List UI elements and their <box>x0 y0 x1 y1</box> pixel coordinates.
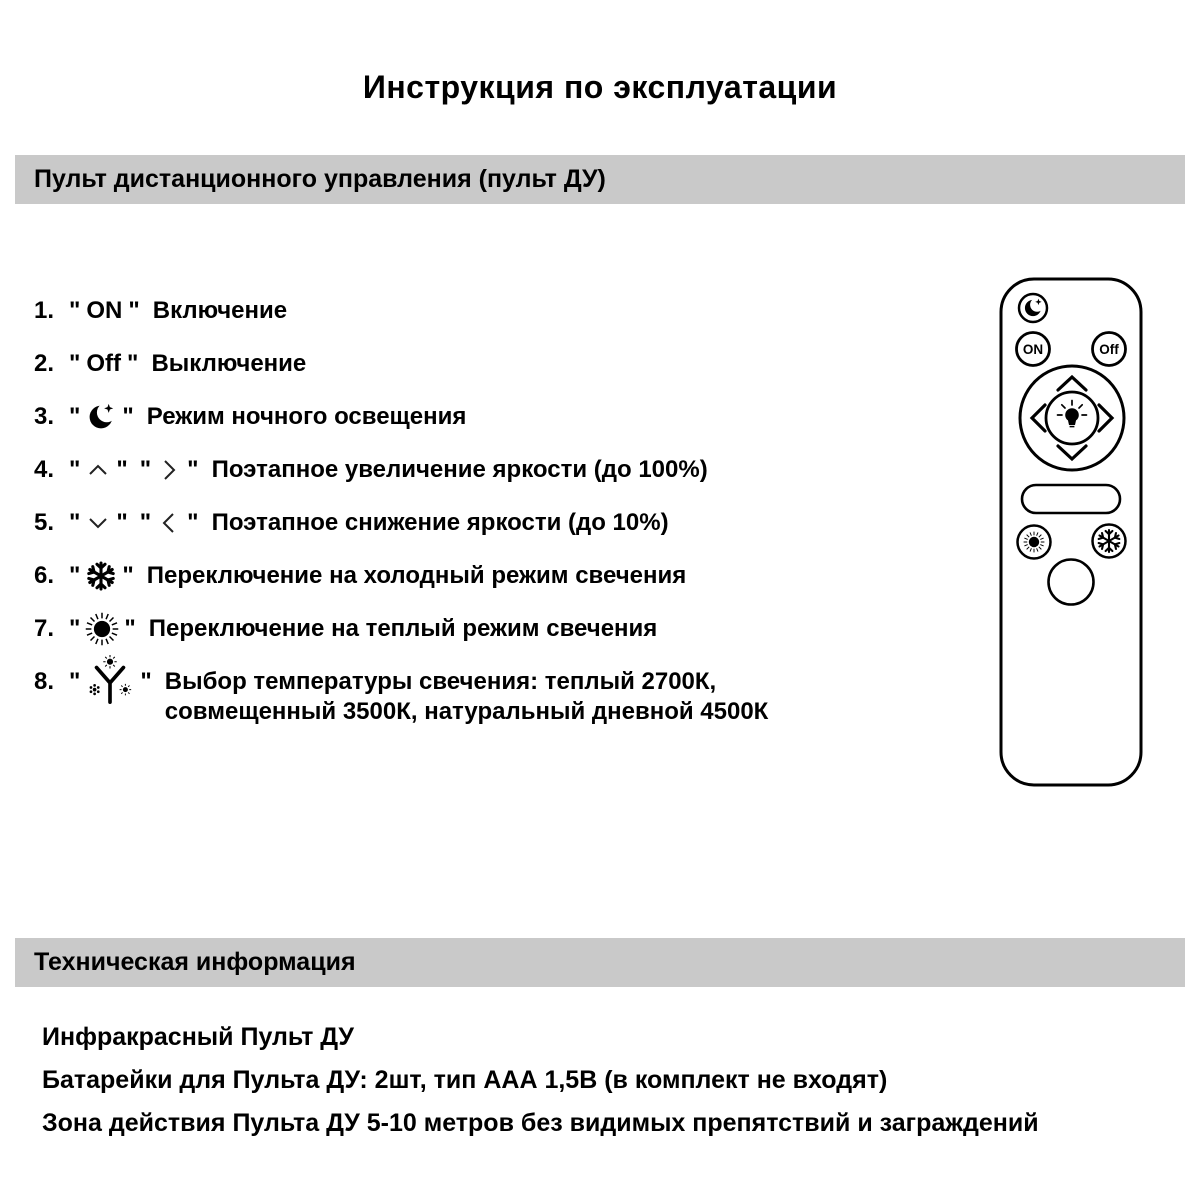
list-item: 2. " Off " Выключение <box>34 350 307 377</box>
warm-mode-button <box>1018 526 1051 559</box>
chevron-left-icon <box>156 510 182 536</box>
off-key-label: Off <box>86 350 122 377</box>
list-item: 8. " " Выбор температуры свечения: теплый 2700К, совмещенный 3500К, натуральный дневной 4500К <box>34 667 964 727</box>
list-item: 6. " " Переключение на холодный режим свечения <box>34 561 964 591</box>
remote-control-illustration <box>999 277 1143 787</box>
scene-pill-button <box>1022 485 1120 513</box>
brightness-center-button <box>1046 392 1098 444</box>
section-heading-remote <box>15 155 1185 204</box>
list-item: 5. " " " " Поэтапное снижение яркости (до 10%) <box>34 509 669 536</box>
item-label: Поэтапное увеличение яркости (до 100%) <box>211 456 708 483</box>
item-number: 8. <box>34 668 55 695</box>
item-label: Выключение <box>151 350 307 377</box>
off-button-label: Off <box>1099 342 1119 357</box>
item-number: 3. <box>34 403 55 430</box>
cold-mode-button <box>1093 525 1126 558</box>
item-number: 2. <box>34 350 55 377</box>
on-button <box>1017 333 1050 366</box>
section-heading-tech <box>15 938 1185 987</box>
snowflake-icon <box>85 560 117 592</box>
button-function-list <box>34 296 964 750</box>
technical-info <box>42 1022 1039 1151</box>
item-number: 7. <box>34 615 55 642</box>
chevron-right-icon <box>156 457 182 483</box>
tech-line: Батарейки для Пульта ДУ: 2шт, тип ААА 1,5В (в комплект не входят) <box>42 1066 888 1094</box>
list-item: 1. " ON " Включение <box>34 297 288 324</box>
item-number: 5. <box>34 509 55 536</box>
on-button-label: ON <box>1022 342 1044 357</box>
on-key-label: ON <box>86 297 123 324</box>
dpad <box>1020 366 1124 470</box>
tech-line: Инфракрасный Пульт ДУ <box>42 1023 354 1051</box>
list-item: 4. " " " " Поэтапное увеличение яркости (до 100%) <box>34 456 708 483</box>
item-label: Включение <box>152 297 288 324</box>
chevron-down-icon <box>85 510 111 536</box>
item-label: Переключение на теплый режим свечения <box>148 615 658 642</box>
item-number: 1. <box>34 297 55 324</box>
page-title: Инструкция по эксплуатации <box>362 69 838 105</box>
night-mode-button <box>1019 294 1047 322</box>
list-item: 7. " " Переключение на теплый режим свечения <box>34 614 964 644</box>
tech-line: Зона действия Пульта ДУ 5-10 метров без видимых препятствий и заграждений <box>42 1109 1039 1137</box>
item-label: Выбор температуры свечения: теплый 2700К, совмещенный 3500К, натуральный дневной 4500К <box>164 668 769 725</box>
item-label: Режим ночного освещения <box>146 403 467 430</box>
off-button <box>1093 333 1126 366</box>
moon-icon <box>85 401 117 433</box>
color-temp-round-button <box>1049 560 1094 605</box>
sun-icon <box>85 612 119 646</box>
color-temperature-icon <box>85 653 135 707</box>
item-label: Переключение на холодный режим свечения <box>146 562 687 589</box>
item-label: Поэтапное снижение яркости (до 10%) <box>211 509 669 536</box>
section-heading-remote-label: Пульт дистанционного управления (пульт ДУ) <box>34 165 606 193</box>
chevron-up-icon <box>85 457 111 483</box>
item-number: 6. <box>34 562 55 589</box>
list-item: 3. " " Режим ночного освещения <box>34 402 964 432</box>
item-number: 4. <box>34 456 55 483</box>
section-heading-tech-label: Техническая информация <box>34 948 356 976</box>
